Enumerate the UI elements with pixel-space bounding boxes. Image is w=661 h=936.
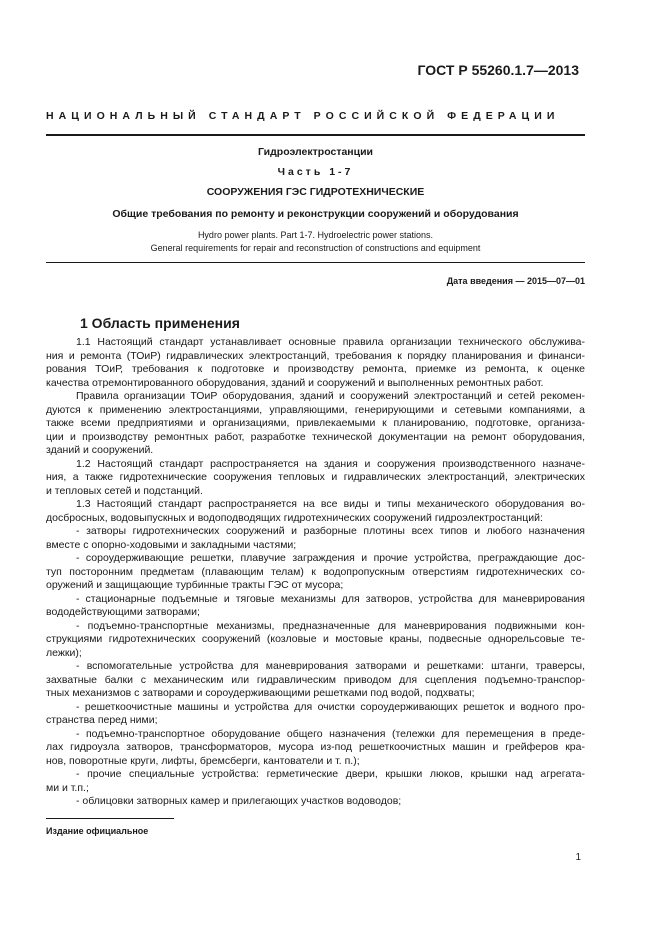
- body-line: - подъемно-транспортные механизмы, предназначенные для маневрирования подвижными кон-: [76, 619, 585, 632]
- body-line: тных механизмов с затворами и сороудерживающими решетками под водой, подхваты;: [46, 687, 475, 699]
- title-line-3: СООРУЖЕНИЯ ГЭС ГИДРОТЕХНИЧЕСКИЕ: [206, 186, 425, 198]
- gost-number: ГОСТ Р 55260.1.7—2013: [417, 62, 579, 78]
- title-line-4: Общие требования по ремонту и реконструкции сооружений и оборудования: [112, 208, 519, 220]
- body-line: нов, поворотные круги, лифты, бремсберги, кантователи и т. п.);: [46, 754, 360, 767]
- body-line: и тепловых сетей и подстанций.: [46, 484, 203, 497]
- section-title: 1 Область применения: [80, 315, 240, 331]
- edition-note: Издание официальное: [46, 826, 149, 836]
- body-line: - вспомогательные устройства для маневрирования затворами и решетками: штанги, траверсы,: [76, 660, 585, 672]
- body-line: 1.2 Настоящий стандарт распространяется на здания и сооружения производственного назначе-: [76, 457, 585, 470]
- body-line: досбросных, водовыпускных и водоподводящих гидротехнических сооружений гидроэлектростанций:: [46, 511, 543, 524]
- body-line: - сороудерживающие решетки, плавучие заграждения и прочие устройства, преграждающие дос-: [76, 552, 585, 564]
- body-line: вместе с опорно-ходовыми и закладными частями;: [46, 538, 297, 551]
- body-line: качества отремонтированного оборудования, зданий и сооружений и выполненных ремонтных работ.: [46, 376, 544, 389]
- english-title-line-1: Hydro power plants. Part 1-7. Hydroelectric power stations.: [197, 230, 434, 240]
- body-line: дуются к применению электростанциями, управляющими, генерирующими и сетевыми компаниями, а: [46, 403, 585, 416]
- body-line: - прочие специальные устройства: герметические двери, крышки люков, крышки над агрегата-: [76, 768, 585, 780]
- body-line: 1.1 Настоящий стандарт устанавливает основные правила организации технического обслужива-: [76, 336, 585, 348]
- footer-divider: [46, 818, 174, 819]
- introduction-date: Дата введения — 2015—07—01: [446, 276, 585, 286]
- body-line: также всеми предприятиями и организациями, привлекаемыми к планированию, подготовке, организа-: [46, 417, 585, 429]
- top-divider: [46, 134, 585, 136]
- body-line: вододействующими затворами;: [46, 606, 200, 618]
- body-line: - затворы гидротехнических сооружений и разборные плотины всех типов и любого назначения: [76, 525, 585, 537]
- body-line: ния, а также гидротехнические сооружения тепловых и гидравлических электростанций, электрических: [46, 471, 585, 483]
- body-line: - решеткоочистные машины и устройства для очистки сороудерживающих решеток и водного про-: [76, 700, 585, 713]
- national-standard-heading: НАЦИОНАЛЬНЫЙ СТАНДАРТ РОССИЙСКОЙ ФЕДЕРАЦИИ: [46, 110, 560, 122]
- body-line: 1.3 Настоящий стандарт распространяется на все виды и типы механического оборудования во-: [76, 498, 585, 510]
- body-line: струкциями гидротехнических сооружений (козловые и мостовые краны, подвесные однорельсовые те-: [46, 633, 585, 645]
- body-line: рования ТОиР, требования к подготовке и производству ремонта, приемке из ремонта, к оценке: [46, 363, 585, 375]
- body-line: лежки);: [46, 646, 82, 659]
- body-line: туп посторонним предметам (плавающим телам) к водопропускным отверстиям гидротехнических со-: [46, 565, 585, 578]
- section-body: [46, 336, 585, 809]
- body-line: захватные балки с механическим или гидравлическим приводом для сцепления подъемно-транспор-: [46, 673, 585, 686]
- body-line: - подъемно-транспортное оборудование общего назначения (тележки для перемещения в преде-: [76, 727, 585, 740]
- title-line-1: Гидроэлектростанции: [257, 146, 374, 158]
- english-title: [46, 229, 585, 255]
- body-line: - стационарные подъемные и тяговые механизмы для затворов, устройства для маневрирования: [76, 592, 585, 605]
- body-line: лах гидроузла затворов, трансформаторов, мусора из-под решеткоочистных машин и грейферов кра-: [46, 741, 585, 753]
- body-line: Правила организации ТОиР оборудования, зданий и сооружений электростанций и сетей рекомен-: [76, 390, 585, 402]
- body-line: зданий и сооружений.: [46, 444, 154, 456]
- body-line: ния и ремонта (ТОиР) гидравлических электростанций, требования к порядку планирования и финанси-: [46, 349, 585, 362]
- english-title-line-2: General requirements for repair and reconstruction of constructions and equipment: [150, 243, 481, 253]
- body-line: оружений и защищающие турбинные тракты ГЭС от мусора;: [46, 579, 344, 591]
- body-line: ми и т.п.;: [46, 781, 89, 794]
- page-number: 1: [575, 852, 581, 863]
- body-line: ции и производству ремонтных работ, разработке технической документации на ремонт оборудования,: [46, 430, 585, 443]
- body-line: - облицовки затворных камер и прилегающих участков водоводов;: [76, 795, 402, 807]
- title-divider: [46, 262, 585, 263]
- title-part: Часть 1-7: [277, 166, 354, 178]
- body-line: странства перед ними;: [46, 714, 158, 726]
